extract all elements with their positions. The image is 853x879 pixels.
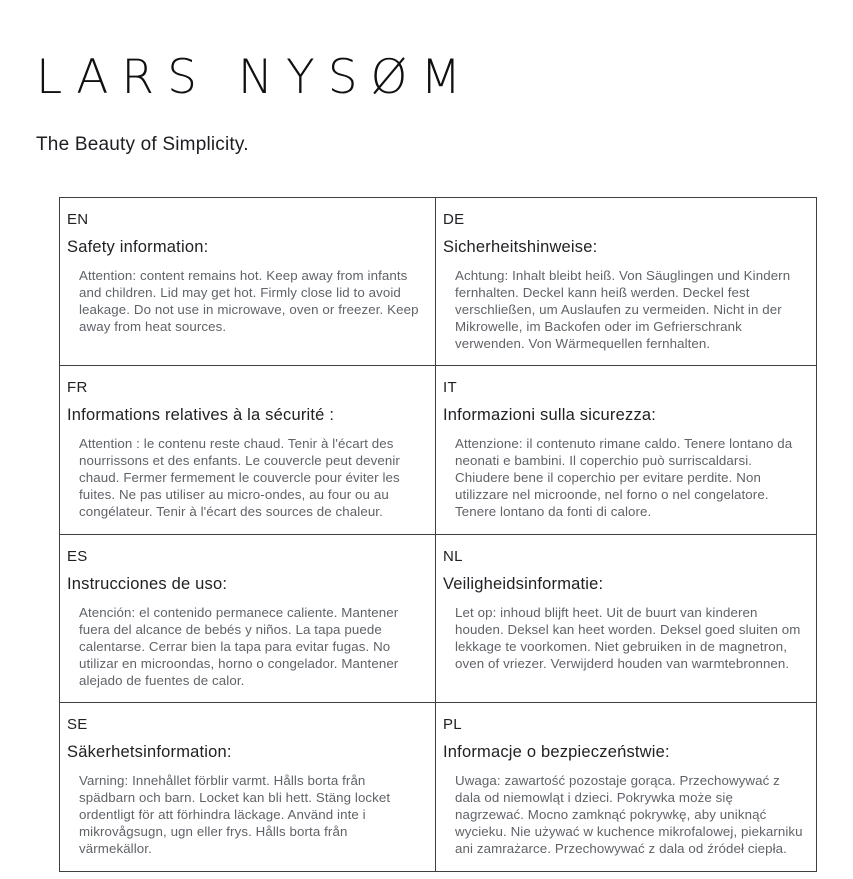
section-body-it: Attenzione: il contenuto rimane caldo. Tenere lontano da neonati e bambini. Il coperchio può surriscaldarsi. Chiudere bene il coperchio per evitare perdite. Non utilizzare nel microonde, nel forno o nel congelatore. Tenere lontano da fonti di calore. bbox=[455, 436, 793, 520]
lang-code-it: IT bbox=[443, 379, 457, 397]
lang-section-it bbox=[436, 366, 816, 534]
section-heading-se: Säkerhetsinformation: bbox=[67, 742, 232, 761]
section-body-fr: Attention : le contenu reste chaud. Tenir à l'écart des nourrissons et des enfants. Le couvercle peut devenir chaud. Fermer fermement le couvercle pour éviter les fuites. Ne pas utiliser au micro-ondes, au four ou au congélateur. Tenir à l'écart des sources de chaleur. bbox=[79, 436, 400, 520]
lang-section-en bbox=[60, 198, 436, 366]
lang-code-en: EN bbox=[67, 211, 89, 228]
lang-code-pl: PL bbox=[443, 715, 462, 733]
brand-logo: LARS NYSØM bbox=[36, 50, 475, 105]
section-heading-pl: Informacje o bezpieczeństwie: bbox=[443, 742, 670, 761]
section-heading-fr: Informations relatives à la sécurité : bbox=[67, 406, 335, 425]
section-body-es: Atención: el contenido permanece caliente. Mantener fuera del alcance de bebés y niños. La tapa puede calentarse. Cerrar bien la tapa para evitar fugas. No utilizar en microondas, horno o congelador. Mantener alejado de fuentes de calor. bbox=[79, 604, 399, 688]
section-body-en: Attention: content remains hot. Keep away from infants and children. Lid may get hot. Firmly close lid to avoid leakage. Do not use in microwave, oven or freezer. Keep away from heat sources. bbox=[79, 268, 419, 334]
section-body-nl: Let op: inhoud blijft heet. Uit de buurt van kinderen houden. Deksel kan heet worden. Deksel goed sluiten om lekkage te voorkomen. Niet gebruiken in de magnetron, oven of vriezer. Verwijderd houden van warmtebronnen. bbox=[455, 604, 801, 671]
lang-section-de bbox=[436, 198, 816, 366]
lang-code-fr: FR bbox=[67, 379, 88, 397]
lang-code-de: DE bbox=[443, 211, 465, 228]
section-body-pl: Uwaga: zawartość pozostaje gorąca. Przechowywać z dala od niemowląt i dzieci. Pokrywka może się nagrzewać. Mocno zamknąć pokrywkę, aby uniknąć wycieku. Nie używać w kuchence mikrofalowej, piekarniku ani zamrażarce. Przechowywać z dala od źródeł ciepła. bbox=[455, 772, 803, 856]
brand-tagline: The Beauty of Simplicity. bbox=[36, 133, 249, 155]
lang-section-nl bbox=[436, 535, 816, 703]
lang-code-es: ES bbox=[67, 547, 88, 565]
section-body-de: Achtung: Inhalt bleibt heiß. Von Säuglingen und Kindern fernhalten. Deckel kann heiß werden. Deckel fest verschließen, um Auslaufen zu vermeiden. Nicht in der Mikrowelle, im Backofen oder im Gefrierschrank verwenden. Von Wärmequellen fernhalten. bbox=[455, 268, 791, 351]
lang-code-nl: NL bbox=[443, 547, 463, 565]
section-body-se: Varning: Innehållet förblir varmt. Hålls borta från spädbarn och barn. Locket kan bli hett. Stäng locket ordentligt för att förhindra läckage. Använd inte i mikrovågsugn, ugn eller frys. Hålls borta från värmekällor. bbox=[79, 772, 391, 856]
lang-code-se: SE bbox=[67, 715, 88, 733]
section-heading-nl: Veiligheidsinformatie: bbox=[443, 574, 604, 593]
section-heading-es: Instrucciones de uso: bbox=[67, 574, 228, 593]
section-heading-it: Informazioni sulla sicurezza: bbox=[443, 406, 657, 425]
lang-section-se bbox=[60, 703, 436, 871]
brand-header bbox=[36, 52, 474, 156]
safety-info-table bbox=[59, 197, 817, 872]
section-heading-de: Sicherheitshinweise: bbox=[443, 238, 598, 256]
section-heading-en: Safety information: bbox=[67, 238, 209, 256]
lang-section-fr bbox=[60, 366, 436, 534]
lang-section-pl bbox=[436, 703, 816, 871]
lang-section-es bbox=[60, 535, 436, 703]
